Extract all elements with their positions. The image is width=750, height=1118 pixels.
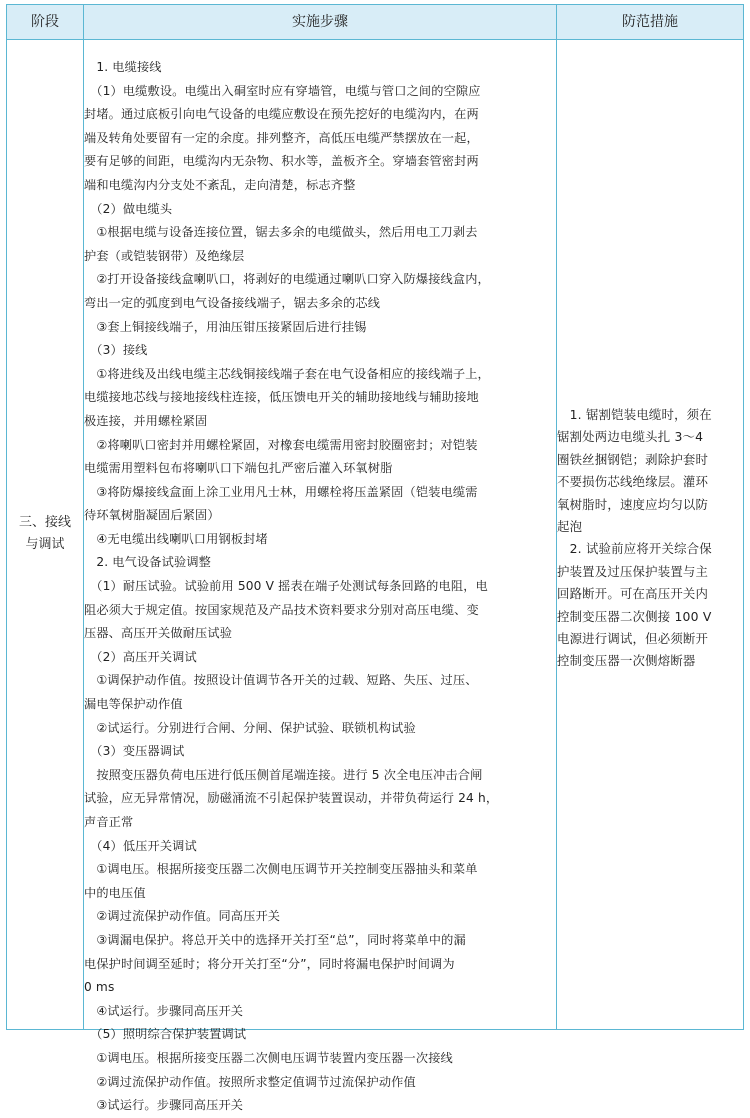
step-line: ③套上铜接线端子，用油压钳压接紧固后进行挂锡 (84, 319, 367, 334)
measure-line: 回路断开。可在高压开关内 (557, 586, 709, 602)
measure-line: 控制变压器一次侧熔断器 (557, 653, 696, 669)
stage-label (15, 512, 75, 556)
measure-line: 控制变压器二次侧接 100 V (557, 608, 712, 624)
step-line: 极连接，并用螺栓紧固 (84, 413, 208, 428)
step-line: ①调电压。根据所接变压器二次侧电压调节装置内变压器一次接线 (84, 1050, 453, 1065)
step-line: 电缆接地芯线与接地接线柱连接，低压馈电开关的辅助接地线与辅助接地 (84, 390, 479, 405)
step-line: ②试运行。分别进行合闸、分闸、保护试验、联锁机构试验 (84, 720, 416, 735)
step-line: ②调过流保护动作值。同高压开关 (84, 909, 281, 924)
step-line: 封堵。通过底板引向电气设备的电缆应敷设在预先挖好的电缆沟内，在两 (84, 107, 479, 122)
table-header (7, 5, 743, 40)
measures-cell (557, 404, 727, 673)
measure-line: 锯割处两边电缆头扎 3～4 (557, 429, 704, 445)
step-line: 2. 电气设备试验调整 (84, 555, 211, 570)
step-line: ④无电缆出线喇叭口用钢板封堵 (84, 531, 268, 546)
step-line: 端及转角处要留有一定的余度。排列整齐，高低压电缆严禁摆放在一起， (84, 130, 479, 145)
measure-line: 起泡 (557, 518, 583, 534)
measure-line: 1. 锯割铠装电缆时，须在 (557, 407, 712, 422)
step-line: 阻必须大于规定值。按国家规范及产品技术资料要求分别对高压电缆、变 (84, 602, 479, 617)
step-line: （3）变压器调试 (84, 744, 185, 759)
step-line: 要有足够的间距，电缆沟内无杂物、积水等，盖板齐全。穿墙套管密封两 (84, 154, 479, 169)
stage-cell (7, 39, 83, 1029)
measure-line: 氧树脂时，速度应均匀以防 (557, 496, 709, 512)
step-line: 0 ms (84, 980, 115, 995)
step-line: ②调过流保护动作值。按照所求整定值调节过流保护动作值 (84, 1074, 416, 1089)
step-line: ①调电压。根据所接变压器二次侧电压调节开关控制变压器抽头和菜单 (84, 862, 478, 877)
step-line: ③调漏电保护。将总开关中的选择开关打至“总”，同时将菜单中的漏 (84, 932, 466, 947)
step-line: 待环氧树脂凝固后紧固） (84, 508, 220, 523)
step-line: ③试运行。步骤同高压开关 (84, 1098, 244, 1113)
step-line: 中的电压值 (84, 885, 146, 900)
header-steps: 实施步骤 (292, 14, 348, 30)
step-line: 1. 电缆接线 (84, 60, 162, 74)
step-line: （1）电缆敷设。电缆出入硐室时应有穿墙管，电缆与管口之间的空隙应 (84, 83, 481, 98)
step-line: ④试运行。步骤同高压开关 (84, 1003, 244, 1018)
step-line: 电缆需用塑料包布将喇叭口下端包扎严密后灌入环氧树脂 (84, 461, 393, 476)
header-stage: 阶段 (31, 14, 59, 30)
step-line: 弯出一定的弧度到电气设备接线端子，锯去多余的芯线 (84, 295, 381, 310)
stage-label-line: 与调试 (25, 537, 65, 552)
step-line: ②将喇叭口密封并用螺栓紧固，对橡套电缆需用密封胶圈密封；对铠装 (84, 437, 478, 452)
step-line: （2）高压开关调试 (84, 649, 197, 664)
step-line: ③将防爆接线盒面上涂工业用凡士林，用螺栓将压盖紧固（铠装电缆需 (84, 484, 478, 499)
step-line: （4）低压开关调试 (84, 838, 197, 853)
step-line: ②打开设备接线盒喇叭口，将剥好的电缆通过喇叭口穿入防爆接线盒内， (84, 272, 490, 287)
step-line: ①调保护动作值。按照设计值调节各开关的过载、短路、失压、过压、 (84, 673, 478, 688)
step-line: （2）做电缆头 (84, 201, 173, 216)
step-line: 电保护时间调至延时；将分开关打至“分”，同时将漏电保护时间调为 (84, 956, 455, 971)
step-line: ①将进线及出线电缆主芯线铜接线端子套在电气设备相应的接线端子上， (84, 366, 490, 381)
step-line: 压器、高压开关做耐压试验 (84, 626, 233, 641)
step-line: 端和电缆沟内分支处不紊乱，走向清楚，标志齐整 (84, 177, 356, 192)
step-line: （1）耐压试验。试验前用 500 V 摇表在端子处测试每条回路的电阻，电 (84, 579, 488, 594)
measure-line: 圈铁丝捆钢铠；剥除护套时 (557, 451, 709, 467)
step-line: （5）照明综合保护装置调试 (84, 1027, 247, 1042)
header-measures: 防范措施 (622, 14, 678, 30)
measure-line: 不要损伤芯线绝缘层。灌环 (557, 474, 709, 490)
step-line: 漏电等保护动作值 (84, 697, 183, 712)
step-line: （3）接线 (84, 343, 148, 358)
measure-line: 护装置及过压保护装置与主 (557, 563, 709, 579)
steps-cell (84, 56, 544, 1118)
step-line: 试验，应无异常情况，励磁涌流不引起保护装置误动，并带负荷运行 24 h， (84, 791, 499, 806)
step-line: 按照变压器负荷电压进行低压侧首尾端连接。进行 5 次全电压冲击合闸 (84, 767, 483, 782)
step-line: 声音正常 (84, 815, 134, 829)
measure-line: 电源进行调试，但必须断开 (557, 630, 709, 646)
stage-label-line: 三、接线 (18, 515, 71, 530)
measure-line: 2. 试验前应将开关综合保 (557, 541, 712, 557)
step-line: 护套（或铠装钢带）及绝缘层 (84, 248, 245, 263)
step-line: ①根据电缆与设备连接位置，锯去多余的电缆做头，然后用电工刀剥去 (84, 225, 478, 240)
